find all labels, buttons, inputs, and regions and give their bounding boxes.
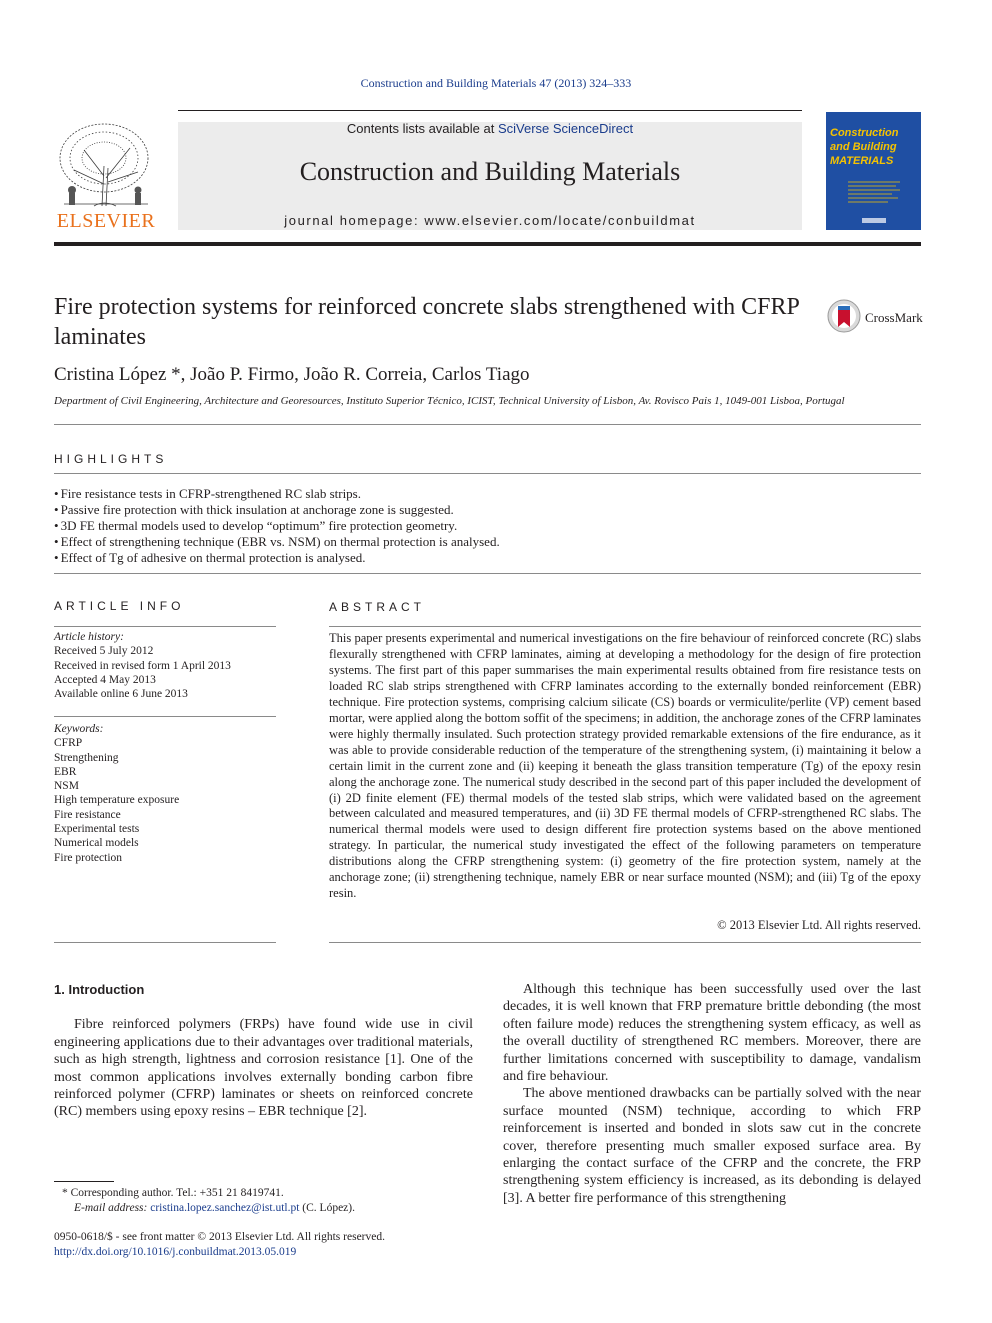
cover-title-line: MATERIALS xyxy=(830,155,894,167)
paragraph: Although this technique has been successfully used over the last decades, it is well known that FRP premature brittle debonding (the most often failure mode) reduces the strengthening system efficacy, as well as the overall ductility of strengthened RC members. Moreover, there are further limitations concerned with susceptibility to damage, vandalism and fire behaviour. xyxy=(503,982,921,1085)
divider xyxy=(54,716,276,717)
abstract-copyright: © 2013 Elsevier Ltd. All rights reserved. xyxy=(717,918,921,932)
author-list: Cristina López *, João P. Firmo, João R. Correia, Carlos Tiago xyxy=(54,364,530,385)
elsevier-wordmark: ELSEVIER xyxy=(56,210,156,232)
cover-title-line: Construction xyxy=(830,127,899,139)
footnote-rule xyxy=(54,1181,114,1182)
highlights-label: HIGHLIGHTS xyxy=(54,452,168,466)
publication-info xyxy=(54,1230,385,1259)
abstract-text: This paper presents experimental and numerical investigations on the fire behaviour of reinforced concrete (RC) slabs flexurally strengthened with CFRP laminates, aiming at developing a methodology for the design of fire protection systems. The first part of this paper summarises the main experimental results obtained from fire resistance tests on loaded RC slab strips strengthened with CFRP laminates according to the externally bonded reinforcement (EBR) technique. Fire protection systems, comprising calcium silicate (CS) boards or vermiculite/perlite (VP) cement based mortar, were applied along the bottom soffit of the specimens; in addition, the anchorage zones of the CFRP laminates were highly thermally insulated. Such protection strategy provided remarkable extensions of the fire endurance, as it was able to provide considerable reduction of the temperature of the strengthening system, (i) maintaining it below a certain limit in the current zone and (ii) keeping it beneath the glass transition temperature (Tg) of the epoxy resin along the anchorage zone. The numerical study described in the second part of this paper included the development of (i) 2D finite element (FE) thermal models of the tested slab strips, which were validated based on the agreement between calculated and measured temperatures, and (ii) 3D FE thermal models of CFRP-strengthened RC slabs. The numerical thermal models were used to design different fire protection systems based on the above mentioned strategy. In particular, the numerical study investigated the effect of the following parameters on temperature distributions along the CFRP strengthening system: (i) geometry of the fire protection system, namely at the anchorage zone; (ii) strengthening technique, namely EBR or near surface mounted (NSM); and (iii) Tg of the epoxy resin. xyxy=(329,631,921,901)
journal-title: Construction and Building Materials xyxy=(299,157,681,186)
contents-line xyxy=(178,121,802,136)
email-label: E-mail address: xyxy=(74,1201,151,1214)
keyword-item: EBR xyxy=(54,765,77,778)
contents-prefix: Contents lists available at xyxy=(346,121,498,136)
abstract-label: ABSTRACT xyxy=(329,600,426,614)
history-item: Received 5 July 2012 xyxy=(54,645,154,658)
history-label: Article history: xyxy=(54,631,124,643)
body-column-right xyxy=(503,981,921,1207)
paragraph: Fibre reinforced polymers (FRPs) have found wide use in civil engineering applications due to their advantages over traditional materials, such as high strength, lightness and corrosion resistance [1]. One of the most common applications involves externally bonding carbon fibre reinforced polymer (CFRP) laminates or sheets on reinforced concrete (RC) members using epoxy resins – EBR technique [2]. xyxy=(54,1017,473,1120)
email-line xyxy=(54,1201,355,1216)
divider xyxy=(54,473,921,474)
keyword-item: Fire protection xyxy=(54,851,123,864)
highlight-item: • Effect of Tg of adhesive on thermal protection is analysed. xyxy=(54,550,500,566)
article-history xyxy=(54,630,231,701)
keywords xyxy=(54,722,179,865)
journal-cover[interactable] xyxy=(826,112,921,230)
body-column-left xyxy=(54,981,473,1121)
email-link[interactable]: cristina.lopez.sanchez@ist.utl.pt xyxy=(150,1201,300,1214)
highlight-item: • Passive fire protection with thick insulation at anchorage zone is suggested. xyxy=(54,502,500,518)
highlight-item: • Effect of strengthening technique (EBR vs. NSM) on thermal protection is analysed. xyxy=(54,534,500,550)
journal-citation[interactable]: Construction and Building Materials 47 (2013) 324–333 xyxy=(360,76,632,90)
highlight-item: • 3D FE thermal models used to develop “optimum” fire protection geometry. xyxy=(54,518,500,534)
history-item: Accepted 4 May 2013 xyxy=(54,673,156,686)
highlights-list xyxy=(54,486,500,566)
history-item: Received in revised form 1 April 2013 xyxy=(54,659,231,672)
journal-homepage[interactable]: journal homepage: www.elsevier.com/locate/conbuildmat xyxy=(284,213,696,228)
paragraph: The above mentioned drawbacks can be partially solved with the near surface mounted (NSM) technique, according to which FRP reinforcement is inserted and bonded in slots saw cut in the concrete cover, therefore presenting much smaller exposed surface area. By enlarging the contact surface of the CFRP and the concrete, the FRP strengthening system efficiency is increased, as its debonding is delayed [3]. A better fire performance of this strengthening xyxy=(503,1086,921,1206)
divider xyxy=(54,573,921,574)
cover-title-line: and Building xyxy=(830,141,897,153)
article-info-label: ARTICLE INFO xyxy=(54,599,185,613)
section-heading: 1. Introduction xyxy=(54,982,145,997)
crossmark-label[interactable]: CrossMark xyxy=(865,310,923,325)
divider xyxy=(54,942,276,943)
cover-decoration xyxy=(848,180,900,226)
keyword-item: Numerical models xyxy=(54,837,139,850)
divider xyxy=(54,626,276,627)
sciencedirect-link[interactable]: SciVerse ScienceDirect xyxy=(497,121,634,136)
footnotes xyxy=(54,1186,355,1215)
keyword-item: Fire resistance xyxy=(54,808,121,821)
keyword-item: CFRP xyxy=(54,737,83,750)
email-suffix: (C. López). xyxy=(299,1201,355,1214)
header-rule xyxy=(178,110,802,111)
history-item: Available online 6 June 2013 xyxy=(54,688,188,701)
keyword-item: NSM xyxy=(54,780,79,793)
keyword-item: Experimental tests xyxy=(54,823,140,836)
corresponding-author: * Corresponding author. Tel.: +351 21 8419741. xyxy=(62,1187,284,1199)
header-thick-rule xyxy=(54,242,921,246)
divider xyxy=(329,626,921,627)
keywords-label: Keywords: xyxy=(54,723,104,735)
cover-title xyxy=(830,126,918,168)
divider xyxy=(329,942,921,943)
affiliation: Department of Civil Engineering, Architecture and Georesources, Instituto Superior Técnico, ICIST, Technical University of Lisbon, Av. Rovisco Pais 1, 1049-001 Lisboa, Portugal xyxy=(54,395,845,407)
doi-link[interactable]: http://dx.doi.org/10.1016/j.conbuildmat.2013.05.019 xyxy=(54,1245,297,1258)
highlight-item: • Fire resistance tests in CFRP-strengthened RC slab strips. xyxy=(54,486,500,502)
article-title: Fire protection systems for reinforced concrete slabs strengthened with CFRP laminates xyxy=(54,294,799,350)
keyword-item: High temperature exposure xyxy=(54,794,180,807)
divider xyxy=(54,424,921,425)
issn-line: 0950-0618/$ - see front matter © 2013 Elsevier Ltd. All rights reserved. xyxy=(54,1231,385,1243)
keyword-item: Strengthening xyxy=(54,751,119,764)
